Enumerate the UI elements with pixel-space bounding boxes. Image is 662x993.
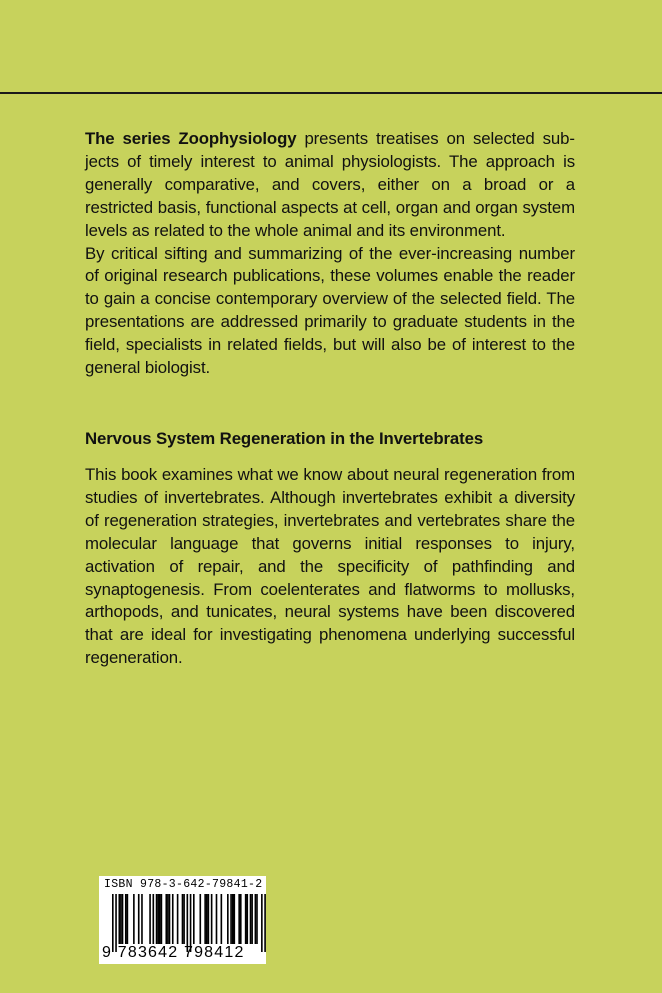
book-blurb: This book examines what we know about neural regeneration from studies of invertebrates. Although invertebrates exhibit a diversity of regeneration strategies, invertebrates and vertebrates share the molecular language that governs initial responses to injury, activation of repair, and the specificity of pathfinding and synaptogenesis. From coelenterates and flatworms to mollusks, arthopods, and tunicates, neural systems have been discovered that are ideal for investigating phenomena underlying successful regeneration. <box>85 465 575 668</box>
barcode-bar <box>246 894 248 944</box>
series-name: The series Zoophysiology <box>85 129 297 148</box>
barcode-bar <box>204 894 206 944</box>
barcode-bar <box>165 894 167 944</box>
barcode-bar <box>149 894 151 944</box>
barcode-bar <box>221 894 223 944</box>
barcode-bar <box>159 894 161 944</box>
barcode-bar <box>232 894 234 944</box>
barcode-bar <box>177 894 179 944</box>
barcode-bar <box>250 894 252 944</box>
barcode-bar <box>251 894 253 944</box>
barcode-bar <box>238 894 240 944</box>
ean-number: 9 783642 798412 <box>102 944 245 961</box>
barcode-bar <box>199 894 201 944</box>
barcode-bar <box>211 894 213 944</box>
book-description <box>85 428 575 670</box>
top-divider-rule <box>0 92 662 94</box>
barcode-bar <box>193 894 195 944</box>
barcode-bar <box>156 894 158 944</box>
barcode-bar <box>127 894 129 944</box>
barcode-bar <box>169 894 171 944</box>
barcode-bar <box>255 894 257 944</box>
barcode-bar <box>206 894 208 944</box>
series-paragraph-1 <box>85 128 575 243</box>
barcode-bar <box>182 894 184 944</box>
barcode-bar <box>230 894 232 944</box>
barcode-bar <box>122 894 124 944</box>
barcode-bar <box>256 894 258 944</box>
barcode-bar <box>264 894 266 952</box>
barcode-bar <box>167 894 169 944</box>
barcode-bar <box>208 894 210 944</box>
barcode-bar <box>153 894 155 944</box>
barcode-bar <box>133 894 135 944</box>
barcode-bar <box>157 894 159 944</box>
barcode-bar <box>227 894 229 944</box>
series-paragraph-1-text: presents treatises on selected subjects of timely interest to animal physiologists. The approach is generally comparative, and covers, either on a broad or a restricted basis, functional aspects at cell, organ and organ system levels as related to the whole animal and its environment. <box>85 129 575 240</box>
barcode-bar <box>141 894 143 944</box>
barcode-bar <box>245 894 247 944</box>
barcode-bar <box>120 894 122 944</box>
barcode-bar <box>138 894 140 944</box>
isbn-label: ISBN 978-3-642-79841-2 <box>104 878 263 891</box>
barcode-bar <box>161 894 163 944</box>
barcode-bar <box>216 894 218 944</box>
isbn-barcode <box>99 876 266 964</box>
series-description <box>85 128 575 380</box>
series-paragraph-2: By critical sifting and summarizing of the ever-increasing number of original research publications, these volumes enable the reader to gain a concise contemporary overview of the selected field. The presentations are addressed primarily to graduate students in the field, specialists in related fields, but will also be of interest to the general biologist. <box>85 243 575 378</box>
book-title: Nervous System Regeneration in the Invertebrates <box>85 429 484 448</box>
barcode-bar <box>234 894 236 944</box>
barcode-bar <box>183 894 185 944</box>
barcode-bar <box>118 894 120 944</box>
barcode-bar <box>172 894 174 944</box>
barcode-bar <box>240 894 242 944</box>
barcode-bar <box>125 894 127 944</box>
